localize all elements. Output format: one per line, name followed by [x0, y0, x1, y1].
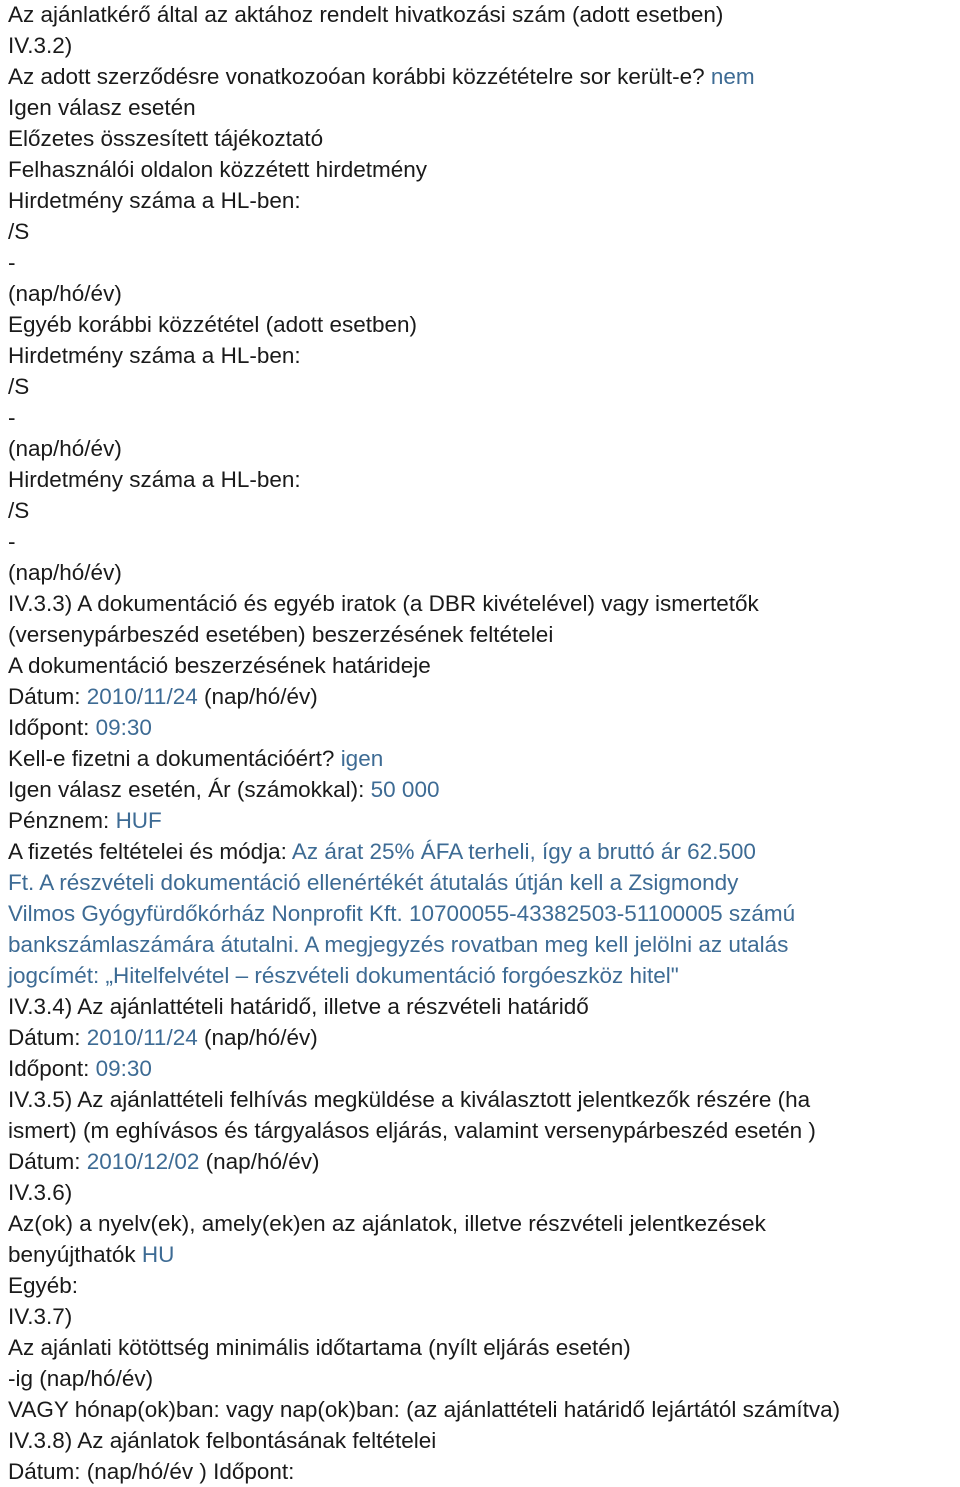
- field-value: nem: [710, 64, 755, 89]
- document-line: [8, 464, 958, 495]
- line-text: Felhasználói oldalon közzétett hirdetmény: [8, 157, 427, 182]
- document-line: [8, 650, 958, 681]
- line-text: -ig (nap/hó/év): [8, 1366, 154, 1391]
- line-text: Igen válasz esetén, Ár (számokkal):: [8, 777, 371, 802]
- document-line: [8, 1394, 958, 1425]
- line-text: Pénznem:: [8, 808, 116, 833]
- field-value: 2010/12/02: [86, 1149, 200, 1174]
- document-line: [8, 588, 958, 619]
- field-value: Ft. A részvételi dokumentáció ellenértékét átutalás útján kell a Zsigmondy: [8, 870, 739, 895]
- line-text: (nap/hó/év): [8, 281, 122, 306]
- document-line: [8, 526, 958, 557]
- line-text: Dátum:: [8, 1025, 87, 1050]
- line-text: Hirdetmény száma a HL-ben:: [8, 188, 301, 213]
- document-line: [8, 1146, 958, 1177]
- document-line: [8, 960, 958, 991]
- line-text: VAGY hónap(ok)ban: vagy nap(ok)ban: (az ajánlattételi határidő lejártától számítva): [8, 1397, 841, 1422]
- document-line: [8, 433, 958, 464]
- line-text: Hirdetmény száma a HL-ben:: [8, 343, 301, 368]
- line-text: Egyéb korábbi közzététel (adott esetben): [8, 312, 417, 337]
- document-line: [8, 371, 958, 402]
- document-line: [8, 1208, 958, 1239]
- line-text: IV.3.5) Az ajánlattételi felhívás megküldése a kiválasztott jelentkezők részére (ha: [8, 1087, 811, 1112]
- document-line: [8, 1177, 958, 1208]
- document-line: [8, 836, 958, 867]
- line-text: ismert) (m eghívásos és tárgyalásos eljárás, valamint versenypárbeszéd esetén ): [8, 1118, 816, 1143]
- document-line: [8, 619, 958, 650]
- line-text: Időpont:: [8, 1056, 96, 1081]
- document-line: [8, 185, 958, 216]
- line-text: Az(ok) a nyelv(ek), amely(ek)en az ajánlatok, illetve részvételi jelentkezések: [8, 1211, 766, 1236]
- line-text: /S: [8, 498, 30, 523]
- line-text: Dátum:: [8, 684, 87, 709]
- document-line: [8, 61, 958, 92]
- line-text: -: [8, 250, 16, 275]
- line-text: (nap/hó/év): [199, 1149, 320, 1174]
- document-line: [8, 247, 958, 278]
- document-line: [8, 154, 958, 185]
- document-line: [8, 1456, 958, 1487]
- field-value: bankszámlaszámára átutalni. A megjegyzés rovatban meg kell jelölni az utalás: [8, 932, 789, 957]
- document-line: [8, 402, 958, 433]
- document-line: [8, 1270, 958, 1301]
- line-text: (versenypárbeszéd esetében) beszerzésének feltételei: [8, 622, 554, 647]
- document-line: [8, 1022, 958, 1053]
- field-value: 50 000: [370, 777, 440, 802]
- document-line: [8, 557, 958, 588]
- document-line: [8, 1301, 958, 1332]
- field-value: 2010/11/24: [86, 684, 198, 709]
- document-body: [8, 0, 958, 1487]
- field-value: 2010/11/24: [86, 1025, 198, 1050]
- document-line: [8, 867, 958, 898]
- line-text: Kell-e fizetni a dokumentációért?: [8, 746, 341, 771]
- line-text: /S: [8, 374, 30, 399]
- document-line: [8, 805, 958, 836]
- line-text: IV.3.4) Az ajánlattételi határidő, illetve a részvételi határidő: [8, 994, 589, 1019]
- field-value: HUF: [115, 808, 162, 833]
- field-value: Vilmos Gyógyfürdőkórház Nonprofit Kft. 10700055-43382503-51100005 számú: [8, 901, 796, 926]
- line-text: Egyéb:: [8, 1273, 79, 1298]
- field-value: jogcímét: „Hitelfelvétel – részvételi dokumentáció forgóeszköz hitel": [8, 963, 679, 988]
- line-text: IV.3.7): [8, 1304, 73, 1329]
- document-line: [8, 991, 958, 1022]
- line-text: Az ajánlatkérő által az aktához rendelt hivatkozási szám (adott esetben): [8, 2, 724, 27]
- field-value: HU: [141, 1242, 175, 1267]
- line-text: (nap/hó/év): [197, 684, 318, 709]
- field-value: Az árat 25% ÁFA terheli, így a bruttó ár 62.500: [291, 839, 756, 864]
- line-text: Az adott szerződésre vonatkozoóan korábbi közzétételre sor került-e?: [8, 64, 711, 89]
- document-line: [8, 123, 958, 154]
- document-line: [8, 1363, 958, 1394]
- line-text: Dátum: (nap/hó/év ) Időpont:: [8, 1459, 295, 1484]
- document-line: [8, 0, 958, 30]
- line-text: IV.3.6): [8, 1180, 73, 1205]
- field-value: 09:30: [95, 715, 152, 740]
- field-value: 09:30: [95, 1056, 152, 1081]
- document-line: [8, 1084, 958, 1115]
- line-text: benyújthatók: [8, 1242, 142, 1267]
- document-line: [8, 774, 958, 805]
- line-text: IV.3.2): [8, 33, 73, 58]
- document-line: [8, 1115, 958, 1146]
- document-line: [8, 1332, 958, 1363]
- document-line: [8, 929, 958, 960]
- line-text: A fizetés feltételei és módja:: [8, 839, 292, 864]
- document-line: [8, 309, 958, 340]
- line-text: -: [8, 529, 16, 554]
- line-text: Az ajánlati kötöttség minimális időtartama (nyílt eljárás esetén): [8, 1335, 631, 1360]
- line-text: Igen válasz esetén: [8, 95, 196, 120]
- document-line: [8, 92, 958, 123]
- line-text: Hirdetmény száma a HL-ben:: [8, 467, 301, 492]
- document-line: [8, 216, 958, 247]
- line-text: Időpont:: [8, 715, 96, 740]
- line-text: Dátum:: [8, 1149, 87, 1174]
- line-text: (nap/hó/év): [8, 560, 122, 585]
- document-line: [8, 340, 958, 371]
- document-line: [8, 1053, 958, 1084]
- line-text: Előzetes összesített tájékoztató: [8, 126, 324, 151]
- document-line: [8, 898, 958, 929]
- line-text: IV.3.3) A dokumentáció és egyéb iratok (a DBR kivételével) vagy ismertetők: [8, 591, 759, 616]
- line-text: (nap/hó/év): [197, 1025, 318, 1050]
- document-line: [8, 278, 958, 309]
- document-line: [8, 712, 958, 743]
- document-line: [8, 1239, 958, 1270]
- line-text: -: [8, 405, 16, 430]
- line-text: A dokumentáció beszerzésének határideje: [8, 653, 431, 678]
- document-line: [8, 681, 958, 712]
- line-text: (nap/hó/év): [8, 436, 122, 461]
- field-value: igen: [340, 746, 384, 771]
- document-line: [8, 1425, 958, 1456]
- line-text: IV.3.8) Az ajánlatok felbontásának feltételei: [8, 1428, 437, 1453]
- line-text: /S: [8, 219, 30, 244]
- document-line: [8, 495, 958, 526]
- document-line: [8, 743, 958, 774]
- document-line: [8, 30, 958, 61]
